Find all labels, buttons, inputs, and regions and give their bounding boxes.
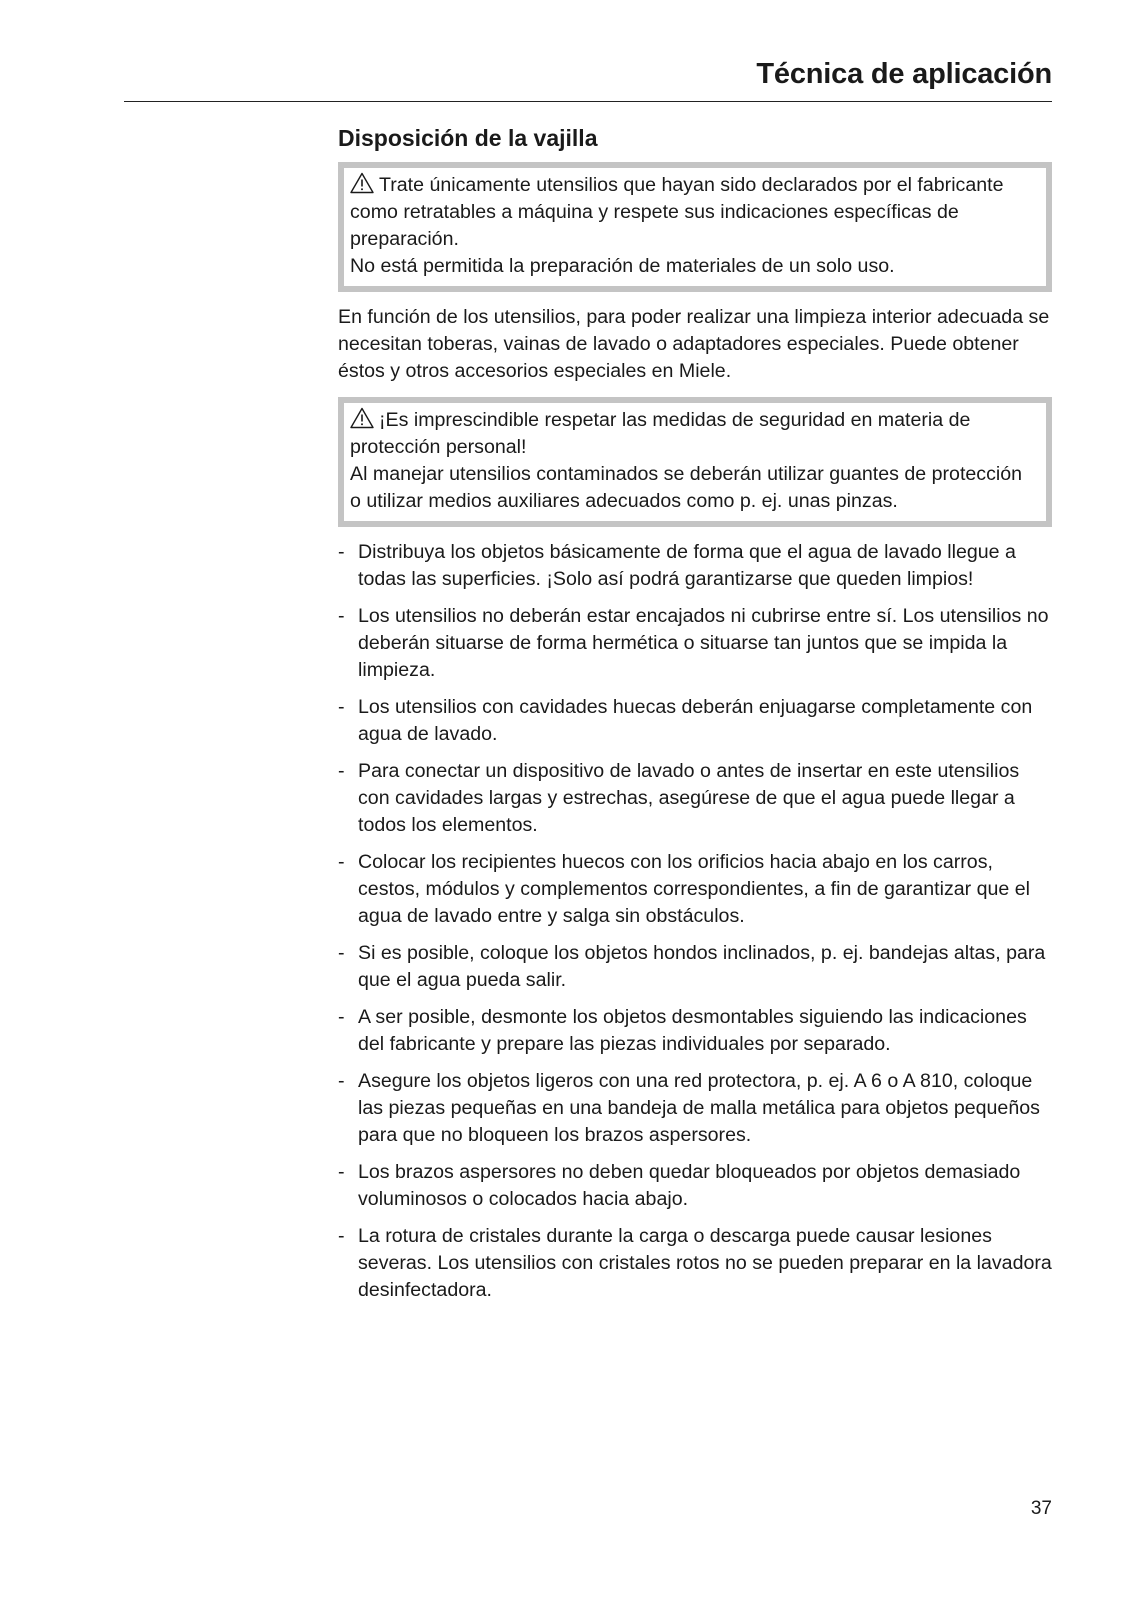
list-dash: - bbox=[338, 1161, 345, 1183]
section-heading: Disposición de la vajilla bbox=[338, 125, 598, 151]
list-item bbox=[338, 1004, 1052, 1058]
list-dash: - bbox=[338, 942, 345, 964]
list-item-text: Los brazos aspersores no deben quedar bloqueados por objetos demasiado voluminosos o colocados hacia abajo. bbox=[358, 1161, 1021, 1210]
list-item-text: Si es posible, coloque los objetos hondos inclinados, p. ej. bandejas altas, para que el agua pueda salir. bbox=[358, 942, 1046, 991]
warning-1-line-1: Trate únicamente utensilios que hayan sido declarados por el fabricante como retratables a máquina y respete sus indicaciones específicas de preparación. bbox=[350, 174, 1004, 250]
list-item-text: Los utensilios con cavidades huecas deberán enjuagarse completamente con agua de lavado. bbox=[358, 696, 1033, 745]
warning-box-utensils bbox=[338, 162, 1052, 292]
header-divider bbox=[124, 101, 1052, 102]
list-item-text: La rotura de cristales durante la carga o descarga puede causar lesiones severas. Los utensilios con cristales rotos no se pueden preparar en la lavadora desinfectadora. bbox=[358, 1225, 1052, 1301]
list-dash: - bbox=[338, 851, 345, 873]
list-dash: - bbox=[338, 1225, 345, 1247]
instruction-list bbox=[338, 539, 1052, 1304]
warning-text-2 bbox=[350, 407, 1032, 461]
list-item bbox=[338, 603, 1052, 684]
list-dash: - bbox=[338, 760, 345, 782]
list-item-text: Distribuya los objetos básicamente de forma que el agua de lavado llegue a todas las superficies. ¡Solo así podrá garantizarse que queden limpios! bbox=[358, 541, 1016, 590]
intro-paragraph: En función de los utensilios, para poder realizar una limpieza interior adecuada se necesitan toberas, vainas de lavado o adaptadores especiales. Puede obtener éstos y otros accesorios especiales en Miele. bbox=[338, 306, 1050, 382]
list-item-text: Los utensilios no deberán estar encajados ni cubrirse entre sí. Los utensilios no deberán situarse de forma hermética o situarse tan juntos que se impida la limpieza. bbox=[358, 605, 1049, 681]
list-item-text: Asegure los objetos ligeros con una red protectora, p. ej. A 6 o A 810, coloque las piezas pequeñas en una bandeja de malla metálica para objetos pequeños para que no bloqueen los brazos aspersores. bbox=[358, 1070, 1040, 1146]
page-number: 37 bbox=[1030, 1498, 1052, 1519]
list-item bbox=[338, 940, 1052, 994]
warning-triangle-icon bbox=[350, 407, 374, 429]
list-item bbox=[338, 1159, 1052, 1213]
list-dash: - bbox=[338, 541, 345, 563]
list-item bbox=[338, 1223, 1052, 1304]
warning-text-1 bbox=[350, 172, 1032, 253]
list-item bbox=[338, 539, 1052, 593]
page-content bbox=[338, 122, 1052, 1314]
warning-2-line-1: ¡Es imprescindible respetar las medidas de seguridad en materia de protección personal! bbox=[350, 409, 971, 458]
list-item bbox=[338, 694, 1052, 748]
list-item-text: Colocar los recipientes huecos con los orificios hacia abajo en los carros, cestos, módulos y complementos correspondientes, a fin de garantizar que el agua de lavado entre y salga sin obstáculos. bbox=[358, 851, 1030, 927]
page-header-title: Técnica de aplicación bbox=[756, 58, 1052, 90]
list-dash: - bbox=[338, 1006, 345, 1028]
warning-box-safety bbox=[338, 397, 1052, 527]
list-item bbox=[338, 1068, 1052, 1149]
list-item-text: A ser posible, desmonte los objetos desmontables siguiendo las indicaciones del fabricante y prepare las piezas individuales por separado. bbox=[358, 1006, 1027, 1055]
list-dash: - bbox=[338, 696, 345, 718]
list-item bbox=[338, 849, 1052, 930]
list-dash: - bbox=[338, 605, 345, 627]
warning-triangle-icon bbox=[350, 172, 374, 194]
list-dash: - bbox=[338, 1070, 345, 1092]
list-item bbox=[338, 758, 1052, 839]
warning-1-line-2: No está permitida la preparación de materiales de un solo uso. bbox=[350, 255, 895, 277]
warning-2-line-2: Al manejar utensilios contaminados se deberán utilizar guantes de protección o utilizar medios auxiliares adecuados como p. ej. unas pinzas. bbox=[350, 463, 1023, 512]
list-item-text: Para conectar un dispositivo de lavado o antes de insertar en este utensilios con cavidades largas y estrechas, asegúrese de que el agua puede llegar a todos los elementos. bbox=[358, 760, 1020, 836]
